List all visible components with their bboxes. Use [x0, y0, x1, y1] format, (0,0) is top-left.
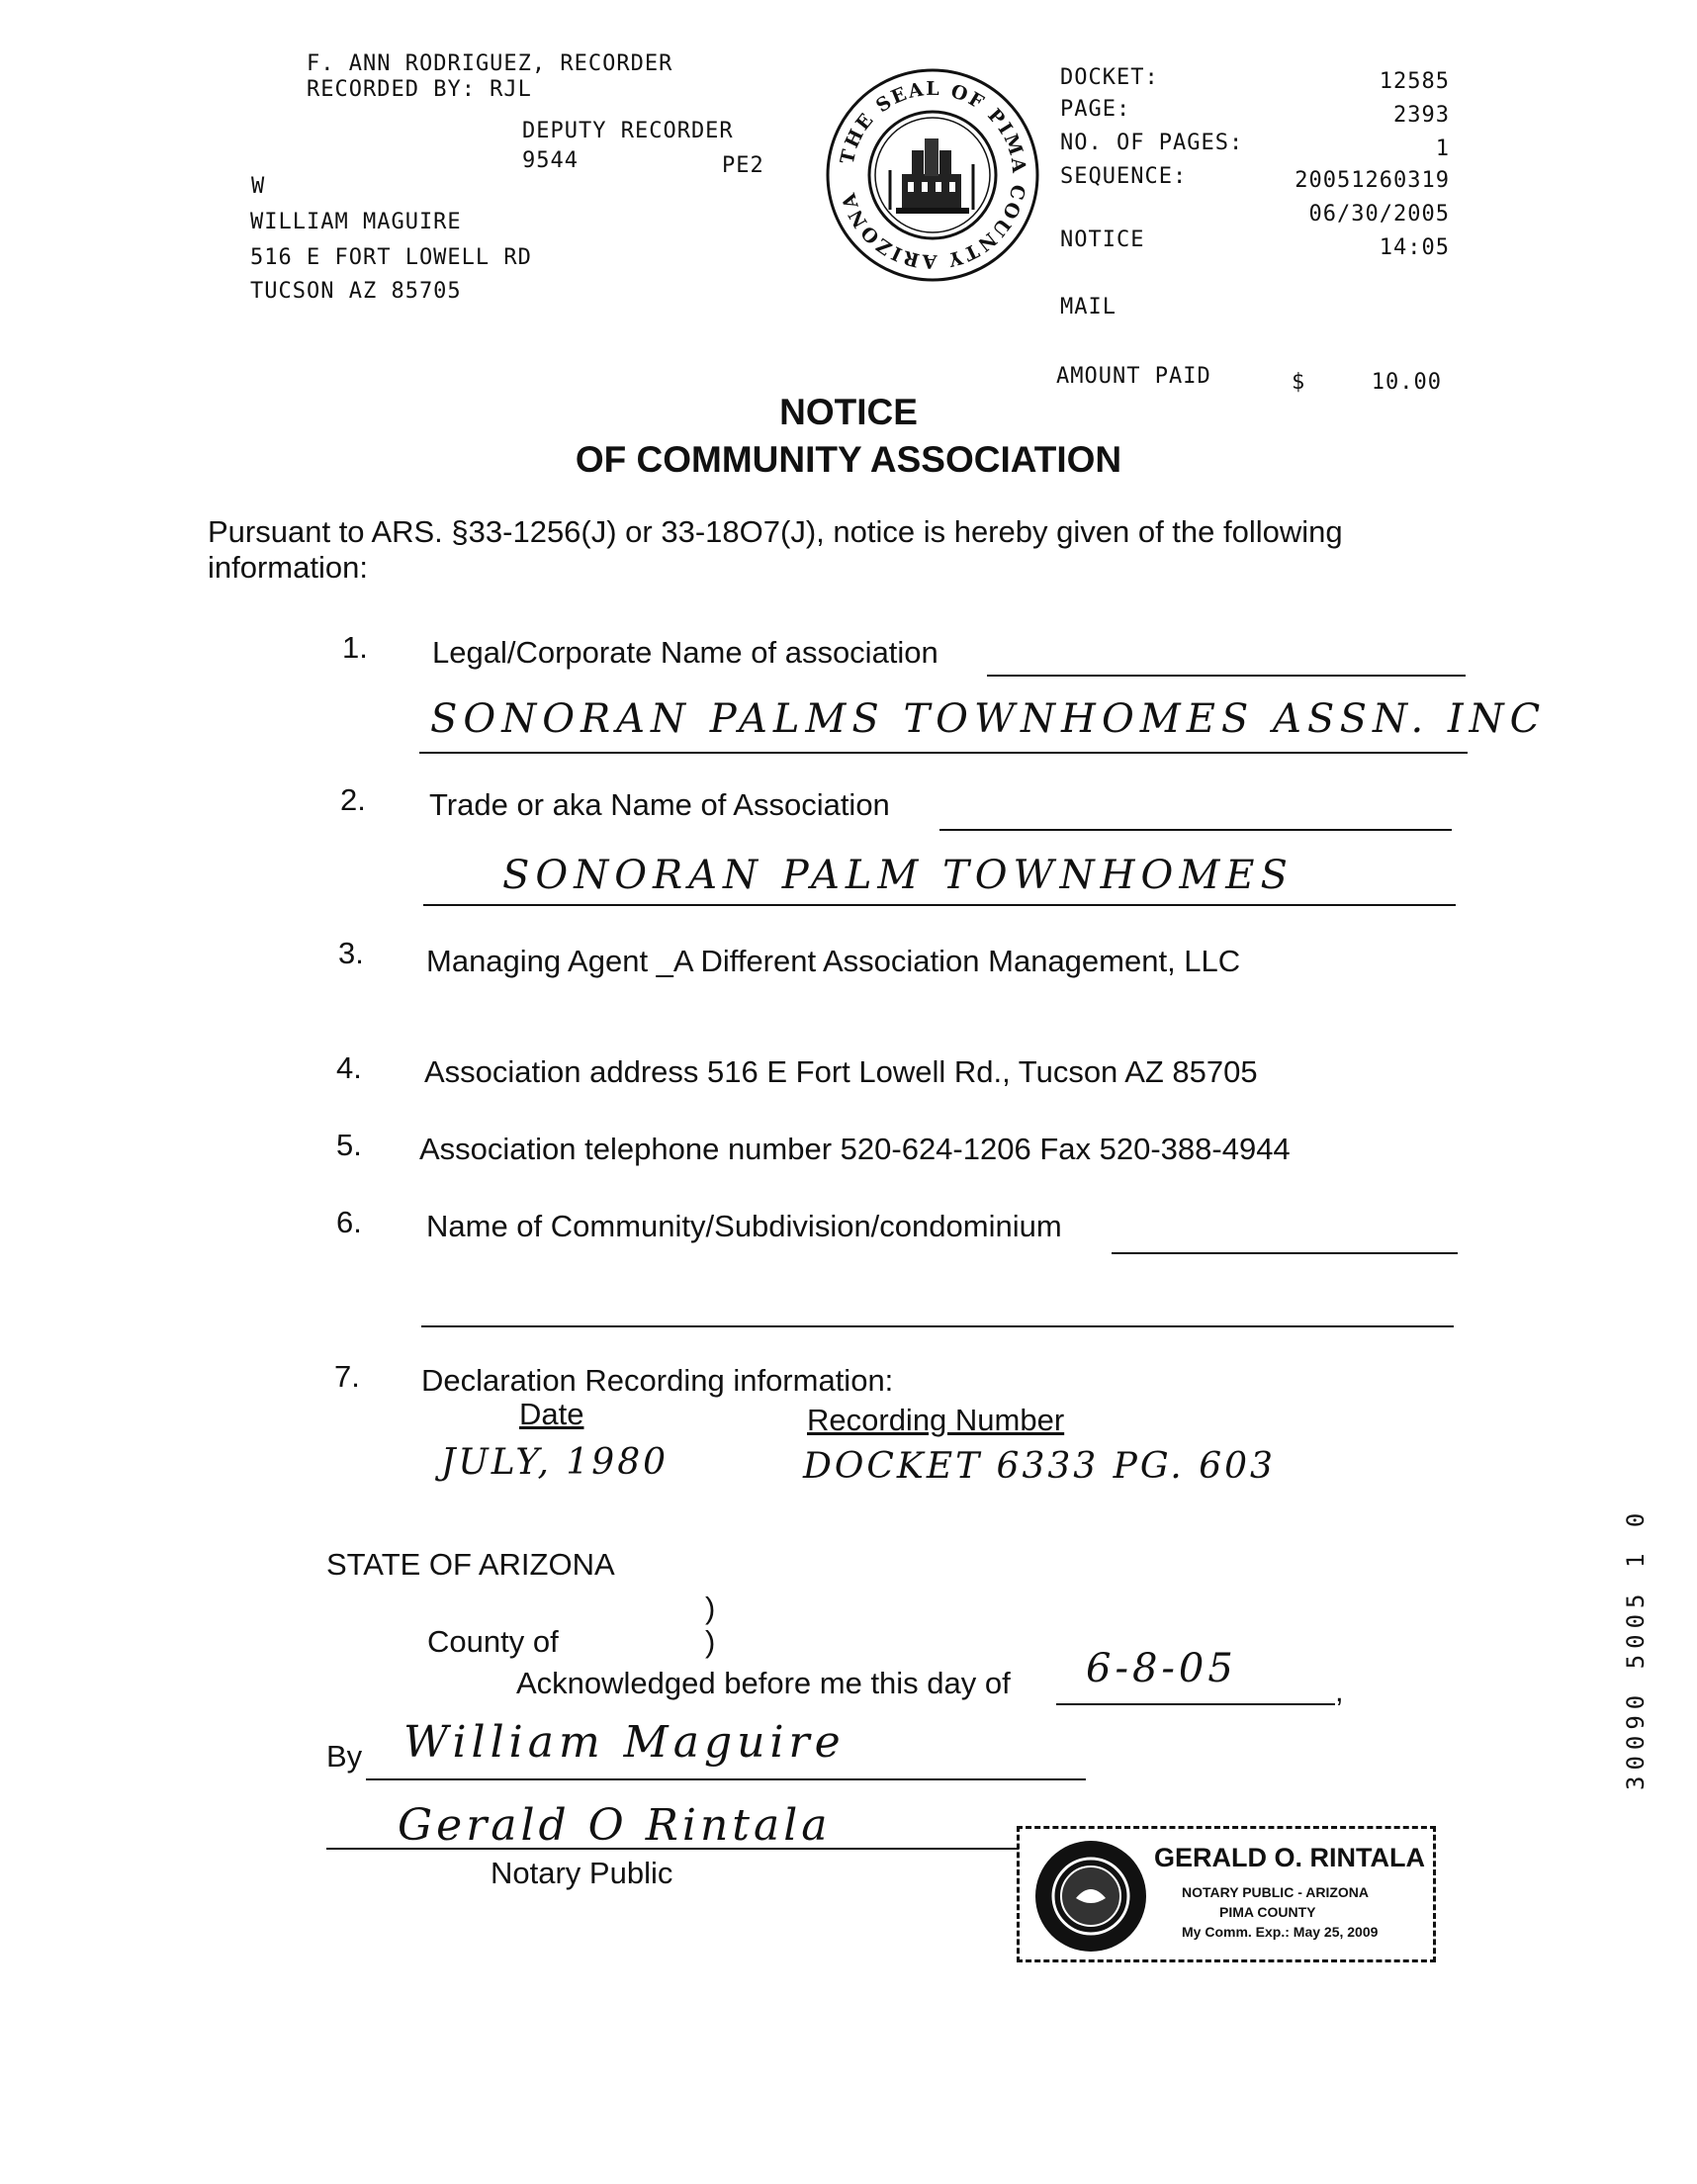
- w-mark: W: [251, 174, 266, 199]
- paren-1: ): [705, 1591, 716, 1625]
- notary-signature: Gerald O Rintala: [398, 1800, 832, 1851]
- date-heading: Date: [519, 1397, 584, 1431]
- addressee-name: WILLIAM MAGUIRE: [250, 210, 462, 234]
- by-label: By: [326, 1739, 363, 1774]
- declaration-date: JULY, 1980: [441, 1442, 670, 1483]
- page-value: 2393: [1393, 103, 1450, 128]
- stamp-name: GERALD O. RINTALA: [1154, 1843, 1425, 1872]
- stamp-line-3: My Comm. Exp.: May 25, 2009: [1182, 1924, 1379, 1940]
- title-notice: NOTICE: [779, 392, 918, 432]
- seal-icon: [823, 65, 1042, 285]
- notary-underline: [326, 1848, 1019, 1850]
- addressee-street: 516 E FORT LOWELL RD: [250, 245, 532, 270]
- item-5-number: 5.: [336, 1128, 362, 1162]
- seal-text: THE SEAL OF PIMA COUNTY ARIZONA: [836, 77, 1030, 273]
- recorded-by: RECORDED BY: RJL: [307, 77, 532, 102]
- docket-value: 12585: [1379, 69, 1450, 94]
- item-4-label: Association address 516 E Fort Lowell Rd., Tucson AZ 85705: [424, 1054, 1258, 1089]
- notice-label: NOTICE: [1060, 228, 1145, 252]
- notary-public-label: Notary Public: [491, 1856, 673, 1890]
- item-7-number: 7.: [334, 1359, 360, 1394]
- item-6-blank: [1112, 1252, 1458, 1254]
- item-6-label: Name of Community/Subdivision/condominium: [426, 1209, 1062, 1243]
- stamp-line-2: PIMA COUNTY: [1219, 1904, 1316, 1920]
- recorder-name: F. ANN RODRIGUEZ, RECORDER: [307, 51, 673, 76]
- item-6-underline: [421, 1325, 1454, 1327]
- item-6-number: 6.: [336, 1205, 362, 1239]
- item-7-label: Declaration Recording information:: [421, 1363, 894, 1398]
- pages-value: 1: [1435, 136, 1450, 161]
- county-seal: [823, 65, 1042, 285]
- recording-number-heading: Recording Number: [807, 1403, 1065, 1437]
- item-2-label: Trade or aka Name of Association: [429, 787, 890, 822]
- item-2-value: SONORAN PALM TOWNHOMES: [502, 853, 1294, 898]
- ack-comma: ,: [1335, 1674, 1344, 1708]
- item-3-label: Managing Agent _A Different Association Management, LLC: [426, 944, 1241, 978]
- item-2-underline: [423, 904, 1456, 906]
- item-2-blank: [939, 829, 1452, 831]
- notary-stamp: [1017, 1826, 1436, 1962]
- item-5-label: Association telephone number 520-624-1206 Fax 520-388-4944: [419, 1132, 1291, 1166]
- amount-value: 10.00: [1371, 370, 1442, 395]
- recorder-code: 9544: [522, 148, 579, 173]
- page-label: PAGE:: [1060, 97, 1131, 122]
- item-1-underline: [419, 752, 1468, 754]
- state-label: STATE OF ARIZONA: [326, 1547, 615, 1582]
- acknowledged-date: 6-8-05: [1086, 1646, 1237, 1691]
- margin-number: 30090 5005 1 0: [1622, 1506, 1650, 1790]
- docket-label: DOCKET:: [1060, 65, 1159, 90]
- amount-label: AMOUNT PAID: [1056, 364, 1211, 389]
- recording-date: 06/30/2005: [1308, 202, 1450, 227]
- intro-line-1: Pursuant to ARS. §33-1256(J) or 33-18O7(J), notice is hereby given of the following: [208, 514, 1343, 549]
- title-association: OF COMMUNITY ASSOCIATION: [575, 439, 1122, 480]
- by-signature: William Maguire: [403, 1717, 846, 1768]
- paren-2: ): [705, 1624, 716, 1659]
- item-1-blank: [987, 675, 1466, 677]
- deputy-recorder: DEPUTY RECORDER: [522, 119, 734, 143]
- recorder-code-pe: PE2: [722, 153, 764, 178]
- item-3-number: 3.: [338, 936, 364, 970]
- county-label: County of: [427, 1624, 559, 1659]
- pages-label: NO. OF PAGES:: [1060, 131, 1244, 155]
- declaration-recording-number: DOCKET 6333 PG. 603: [803, 1446, 1276, 1487]
- item-1-number: 1.: [342, 630, 368, 665]
- intro-line-2: information:: [208, 550, 368, 585]
- acknowledged-text: Acknowledged before me this day of: [516, 1666, 1011, 1700]
- ack-date-underline: [1056, 1703, 1335, 1705]
- item-2-number: 2.: [340, 782, 366, 817]
- sequence-value: 20051260319: [1295, 168, 1450, 193]
- item-1-label: Legal/Corporate Name of association: [432, 635, 938, 670]
- mail-label: MAIL: [1060, 295, 1116, 319]
- stamp-line-1: NOTARY PUBLIC - ARIZONA: [1182, 1884, 1369, 1900]
- item-1-value: SONORAN PALMS TOWNHOMES ASSN. INC: [430, 696, 1547, 742]
- sequence-label: SEQUENCE:: [1060, 164, 1188, 189]
- item-4-number: 4.: [336, 1050, 362, 1085]
- by-underline: [366, 1778, 1086, 1780]
- addressee-city: TUCSON AZ 85705: [250, 279, 462, 304]
- recording-time: 14:05: [1379, 235, 1450, 260]
- amount-currency: $: [1292, 370, 1306, 395]
- notary-seal-icon: [1031, 1837, 1150, 1956]
